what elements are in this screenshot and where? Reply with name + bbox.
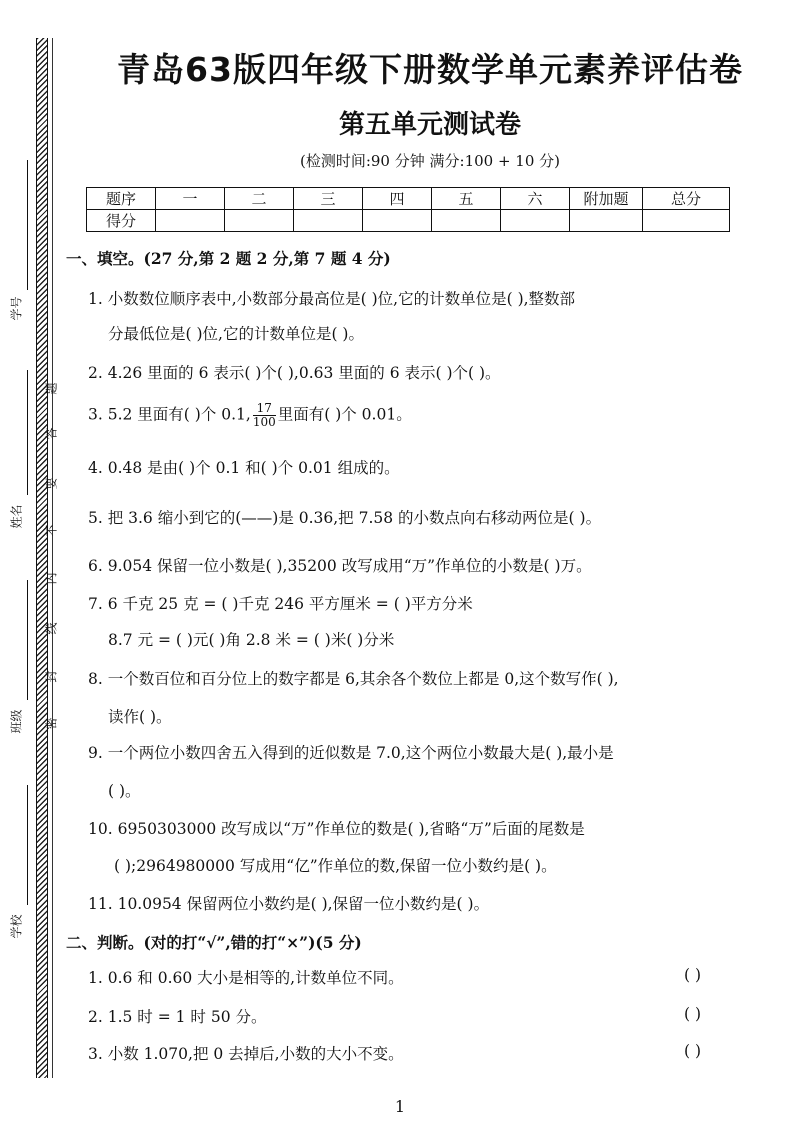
question-line: 分最低位是( )位,它的计数单位是( )。 — [108, 325, 364, 343]
answer-paren[interactable]: ( ) — [684, 1005, 702, 1023]
score-cell[interactable] — [432, 210, 501, 232]
question-line: 读作( )。 — [108, 708, 172, 726]
score-cell[interactable] — [363, 210, 432, 232]
table-cell: 题序 — [87, 188, 156, 210]
student-name-field[interactable] — [27, 370, 28, 495]
fraction-numerator: 17 — [253, 402, 276, 416]
seal-line — [52, 38, 53, 1078]
judge-item: 1. 0.6 和 0.60 大小是相等的,计数单位不同。 — [88, 969, 404, 987]
question-text: 3. 5.2 里面有( )个 0.1, — [88, 405, 251, 424]
school-field[interactable] — [27, 785, 28, 905]
seal-char: 密 — [44, 717, 59, 730]
question-line: 11. 10.0954 保留两位小数约是( ),保留一位小数约是( )。 — [88, 895, 490, 913]
question-line: 6. 9.054 保留一位小数是( ),35200 改写成用“万”作单位的小数是( )万。 — [88, 557, 592, 575]
section-heading: 二、判断。(对的打“√”,错的打“×”)(5 分) — [66, 933, 362, 952]
student-number-field[interactable] — [27, 160, 28, 290]
question-line: 1. 小数数位顺序表中,小数部分最高位是( )位,它的计数单位是( ),整数部 — [88, 290, 576, 308]
table-cell: 总分 — [643, 188, 730, 210]
score-cell[interactable] — [225, 210, 294, 232]
section-heading: 一、填空。(27 分,第 2 题 2 分,第 7 题 4 分) — [66, 249, 391, 268]
table-cell: 六 — [501, 188, 570, 210]
table-cell: 二 — [225, 188, 294, 210]
question-line: 8.7 元 = ( )元( )角 2.8 米 = ( )米( )分米 — [108, 631, 395, 649]
table-cell: 附加题 — [570, 188, 643, 210]
judge-item: 2. 1.5 时 = 1 时 50 分。 — [88, 1008, 267, 1026]
table-cell: 五 — [432, 188, 501, 210]
score-table-score-row — [87, 210, 730, 232]
class-field[interactable] — [27, 580, 28, 700]
score-cell[interactable] — [294, 210, 363, 232]
score-cell[interactable] — [570, 210, 643, 232]
fraction-denominator: 100 — [252, 415, 276, 429]
seal-char: 内 — [44, 572, 59, 585]
question-line: 4. 0.48 是由( )个 0.1 和( )个 0.01 组成的。 — [88, 459, 400, 477]
answer-paren[interactable]: ( ) — [684, 1042, 702, 1060]
student-name-label: 姓名 — [9, 504, 24, 529]
fraction — [253, 402, 276, 429]
exam-meta: (检测时间:90 分钟 满分:100 + 10 分) — [299, 152, 561, 170]
page-number: 1 — [394, 1097, 406, 1116]
score-table-header-row — [87, 188, 730, 210]
score-table — [86, 187, 730, 232]
seal-char: 题 — [44, 382, 59, 395]
table-cell: 得分 — [87, 210, 156, 232]
seal-char: 不 — [44, 524, 59, 537]
table-cell: 一 — [156, 188, 225, 210]
question-line: ( )。 — [108, 782, 141, 800]
question-line: 9. 一个两位小数四舍五入得到的近似数是 7.0,这个两位小数最大是( ),最小是 — [88, 744, 614, 762]
seal-char: 要 — [44, 477, 59, 490]
binding-margin — [36, 38, 62, 1078]
question-line — [88, 402, 412, 429]
table-cell: 三 — [294, 188, 363, 210]
answer-paren[interactable]: ( ) — [684, 966, 702, 984]
table-cell: 四 — [363, 188, 432, 210]
page-title: 青岛63版四年级下册数学单元素养评估卷 — [117, 50, 743, 89]
question-line: 2. 4.26 里面的 6 表示( )个( ),0.63 里面的 6 表示( )个( )。 — [88, 364, 501, 382]
question-line: 8. 一个数百位和百分位上的数字都是 6,其余各个数位上都是 0,这个数写作( ), — [88, 670, 619, 688]
score-cell[interactable] — [156, 210, 225, 232]
question-line: ( );2964980000 写成用“亿”作单位的数,保留一位小数约是( )。 — [114, 857, 557, 875]
judge-item: 3. 小数 1.070,把 0 去掉后,小数的大小不变。 — [88, 1045, 404, 1063]
seal-char: 答 — [44, 427, 59, 440]
question-line: 7. 6 千克 25 克 = ( )千克 246 平方厘米 = ( )平方分米 — [88, 595, 473, 613]
score-cell[interactable] — [501, 210, 570, 232]
school-label: 学校 — [9, 914, 24, 939]
score-cell[interactable] — [643, 210, 730, 232]
class-label: 班级 — [9, 709, 24, 734]
question-line: 5. 把 3.6 缩小到它的(——)是 0.36,把 7.58 的小数点向右移动两位是( )。 — [88, 509, 602, 527]
question-text: 里面有( )个 0.01。 — [277, 405, 412, 424]
student-number-label: 学号 — [9, 296, 24, 321]
seal-char: 封 — [44, 670, 59, 683]
page-subtitle: 第五单元测试卷 — [338, 110, 521, 140]
hatched-border — [36, 38, 48, 1078]
question-line: 10. 6950303000 改写成以“万”作单位的数是( ),省略“万”后面的尾数是 — [88, 820, 585, 838]
seal-char: 线 — [44, 622, 59, 635]
